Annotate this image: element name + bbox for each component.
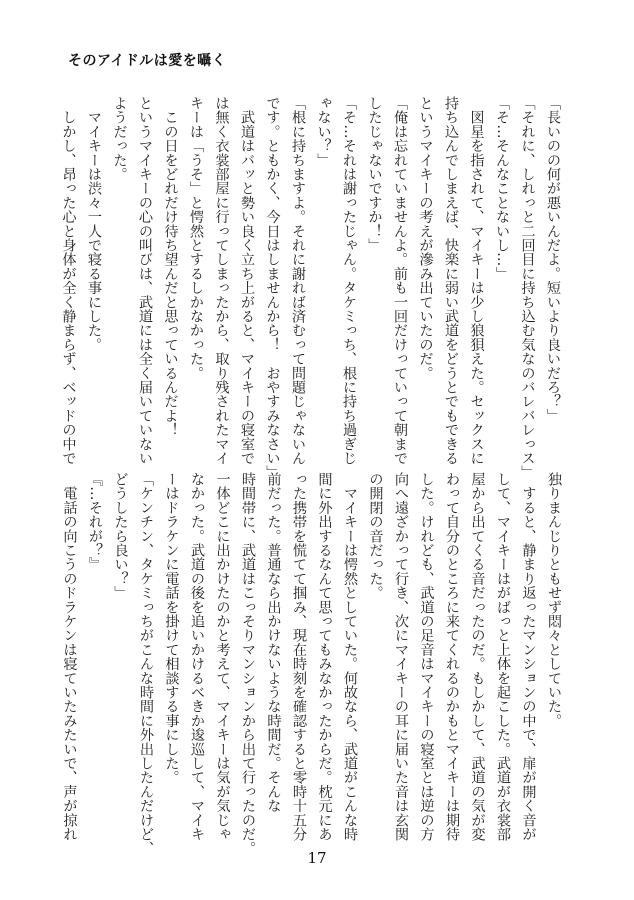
text-line: 持ち込んでしまえば、快楽に弱い武道をどうとでもできる bbox=[443, 96, 459, 466]
text-line: 「それに、しれっと二回目に持ち込む気なのバレバレっス」 bbox=[519, 96, 536, 480]
text-line: 一体どこに出かけたのかと考えて、マイキーは気が気じゃ bbox=[214, 472, 231, 842]
text-line: 「根に持ちますよ。それに謝れば済むって問題じゃないん bbox=[290, 96, 306, 466]
text-line: 電話の向こうのドラケンは寝ていたみたいで、声が掠れ bbox=[61, 472, 78, 842]
text-line: 時間帯に、武道はこっそりマンションから出て行ったのだ。 bbox=[240, 472, 256, 856]
text-line: して、マイキーはがばっと上体を起こした。武道が衣裳部 bbox=[495, 472, 511, 842]
text-line: 前だった。普通なら出かけないような時間だ。そんな bbox=[265, 472, 282, 813]
text-line: ゃない？」 bbox=[315, 96, 332, 167]
text-line: した。けれども、武道の足音はマイキーの寝室とは逆の方 bbox=[418, 472, 435, 842]
text-line: 独りまんじりともせず悶々としていた。 bbox=[546, 472, 562, 728]
text-line: 「そ…それは謝ったじゃん。タケミっち、根に持ち過ぎじ bbox=[341, 96, 357, 466]
text-line: 「ケンチン、タケミっちがこんな時間に外出したんだけど、 bbox=[138, 472, 154, 856]
text-line: 間に外出するなんて思ってもみなかったからだ。枕元にあ bbox=[316, 472, 333, 842]
text-line: マイキーは渋々一人で寝る事にした。 bbox=[86, 96, 102, 352]
text-line: です。ともかく、今日はしませんから！ おやすみなさい」 bbox=[264, 96, 281, 480]
text-block-bottom bbox=[61, 472, 566, 856]
text-line: 屋から出てくる音だったのだ。もしかして、武道の気が変 bbox=[469, 472, 486, 842]
text-line: ようだった。 bbox=[111, 96, 128, 182]
text-line: すると、静まり返ったマンションの中で、扉が開く音が bbox=[520, 472, 537, 842]
text-line: この日をどれだけ待ち望んだと思っているんだよ！ bbox=[162, 96, 179, 437]
text-line: った携帯を慌てて掴み、現在時刻を確認すると零時十五分 bbox=[291, 472, 307, 842]
text-line: 武道はバッと勢い良く立ち上がると、マイキーの寝室で bbox=[239, 96, 255, 466]
text-line: なかった。武道の後を追いかけるべきか逡巡して、マイキ bbox=[189, 472, 205, 842]
text-line: の開閉の音だった。 bbox=[367, 472, 384, 600]
text-line: 「俺は忘れていませんよ。前も一回だけっていって朝まで bbox=[392, 96, 408, 466]
text-line: キーは「うそ」と愕然とするしかなかった。 bbox=[188, 96, 204, 380]
text-line: というマイキーの心の叫びは、武道には全く届いていない bbox=[137, 96, 153, 466]
page-number: 17 bbox=[307, 849, 327, 867]
text-line: 「そ…そんなことないし…」 bbox=[494, 96, 510, 281]
text-line: 『…それが？』 bbox=[87, 472, 103, 572]
text-line: マイキーは愕然としていた。何故なら、武道がこんな時 bbox=[342, 472, 358, 842]
text-block-top bbox=[60, 96, 565, 480]
text-line: しかし、昂った心と身体が全く静まらず、ベッドの中で bbox=[60, 96, 77, 466]
running-title: そのアイドルは愛を囁く bbox=[68, 53, 227, 69]
text-line: というマイキーの考えが滲み出ていたのだ。 bbox=[417, 96, 434, 380]
text-line: どうしたら良い？」 bbox=[112, 472, 129, 600]
text-line: ーはドラケンに電話を掛けて相談する事にした。 bbox=[163, 472, 180, 785]
text-line: わって自分のところに来てくれるのかもとマイキーは期待 bbox=[444, 472, 460, 842]
text-line: 向へ遠ざかって行き、次にマイキーの耳に届いた音は玄関 bbox=[393, 472, 409, 842]
text-line: 「長いのの何が悪いんだよ。短いより良いだろ？」 bbox=[545, 96, 561, 423]
text-line: したじゃないですか！」 bbox=[366, 96, 383, 253]
text-line: 図星を指されて、マイキーは少し狼狽えた。セックスに bbox=[468, 96, 485, 466]
text-line: は無く衣裳部屋に行ってしまったから、取り残されたマイ bbox=[213, 96, 230, 466]
